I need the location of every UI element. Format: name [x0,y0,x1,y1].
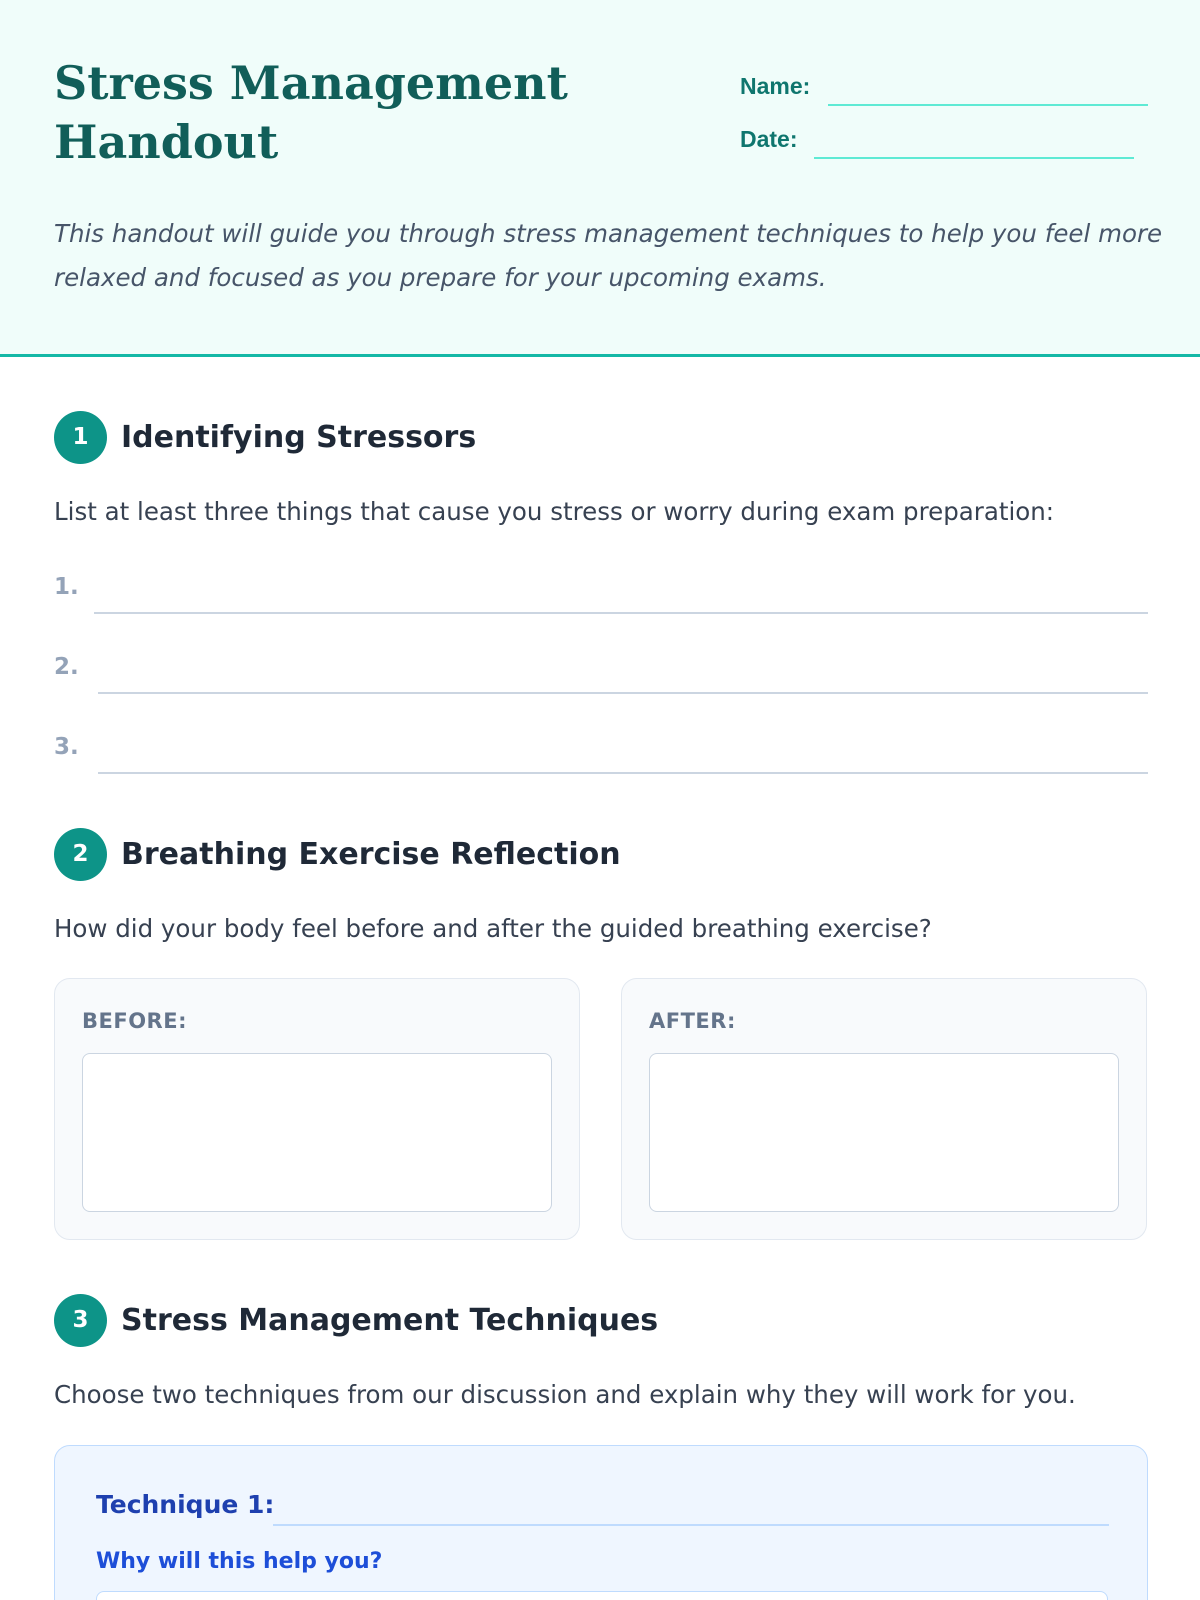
why-help-label: Why will this help you? [96,1549,383,1574]
section-2-prompt: How did your body feel before and after the guided breathing exercise? [54,914,932,943]
page-title-line-2: Handout [54,115,279,169]
why-help-answer-box[interactable] [96,1591,1108,1600]
before-panel [54,978,580,1240]
technique-1-field[interactable] [273,1524,1109,1526]
section-3-prompt: Choose two techniques from our discussion and explain why they will work for you. [54,1380,1076,1409]
stressor-number-3: 3. [54,734,79,760]
stressor-answer-line-2[interactable] [98,692,1148,694]
section-2-title: Breathing Exercise Reflection [121,837,621,872]
section-1-badge: 1 [54,411,107,464]
header-panel [0,0,1200,357]
after-answer-box[interactable] [649,1053,1119,1212]
name-label: Name: [740,73,811,99]
name-field[interactable] [828,104,1148,106]
stressor-number-2: 2. [54,654,79,680]
intro-text: This handout will guide you through stress management techniques to help you feel more relaxed and focused as you prepare for your upcoming exams. [54,219,1163,292]
stressor-answer-line-1[interactable] [94,612,1148,614]
technique-1-label: Technique 1: [96,1490,275,1519]
section-2-badge: 2 [54,828,107,881]
page-title-line-1: Stress Management [54,56,568,110]
after-panel [621,978,1147,1240]
stressor-number-1: 1. [54,574,79,600]
section-1-prompt: List at least three things that cause you stress or worry during exam preparation: [54,497,1055,526]
section-3-title: Stress Management Techniques [121,1303,659,1338]
stressor-answer-line-3[interactable] [98,772,1148,774]
date-field[interactable] [814,157,1134,159]
date-label: Date: [740,126,798,152]
section-1-title: Identifying Stressors [121,420,477,455]
page-title [54,54,654,172]
technique-1-card [54,1445,1148,1600]
before-answer-box[interactable] [82,1053,552,1212]
after-label: AFTER: [649,1009,736,1033]
before-label: BEFORE: [82,1009,187,1033]
section-3-badge: 3 [54,1294,107,1347]
